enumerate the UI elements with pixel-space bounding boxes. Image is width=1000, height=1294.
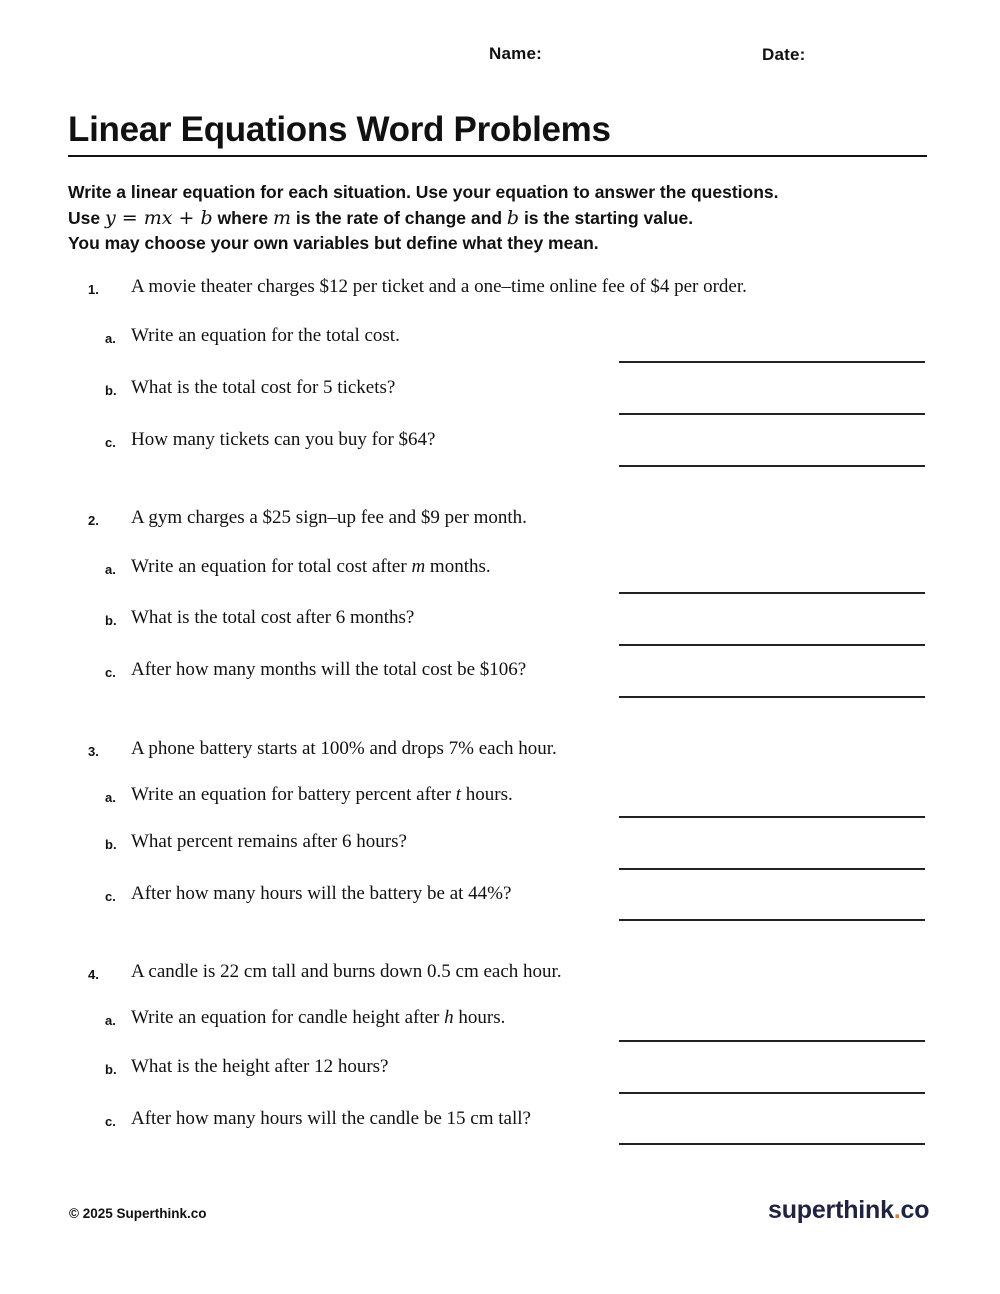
sub-question-text-end: months.	[429, 556, 491, 577]
brand-name: superthink	[768, 1196, 894, 1224]
answer-line[interactable]	[619, 868, 925, 870]
instruction-start: is the starting value.	[523, 208, 694, 228]
answer-line[interactable]	[619, 465, 925, 467]
sub-question-letter: a.	[105, 790, 116, 805]
sub-question-text: What percent remains after 6 hours?	[131, 831, 407, 852]
variable-m: m	[272, 207, 291, 229]
sub-question-text-start: Write an equation for candle height after	[131, 1007, 440, 1028]
sub-question-text	[131, 1007, 505, 1029]
answer-line[interactable]	[619, 919, 925, 921]
answer-line[interactable]	[619, 644, 925, 646]
sub-question-text-end: hours.	[465, 784, 513, 805]
variable-b: b	[506, 207, 520, 229]
instruction-line-2	[68, 207, 693, 229]
title-divider	[68, 155, 927, 157]
question-text: A candle is 22 cm tall and burns down 0.5 cm each hour.	[131, 961, 562, 982]
sub-question-letter: a.	[105, 331, 116, 346]
question-number: 3.	[88, 744, 99, 759]
sub-question-text: After how many hours will the battery be at 44%?	[131, 883, 512, 904]
sub-question-letter: b.	[105, 613, 117, 628]
answer-line[interactable]	[619, 696, 925, 698]
sub-question-text: How many tickets can you buy for $64?	[131, 429, 436, 450]
instruction-line-3: You may choose your own variables but define what they mean.	[68, 233, 599, 253]
answer-line[interactable]	[619, 413, 925, 415]
sub-question-text: Write an equation for the total cost.	[131, 325, 400, 346]
sub-question-text: After how many months will the total cost be $106?	[131, 659, 527, 680]
sub-question-text-end: hours.	[458, 1007, 506, 1028]
answer-line[interactable]	[619, 1040, 925, 1042]
question-number: 4.	[88, 967, 99, 982]
instruction-use: Use	[68, 208, 101, 228]
sub-question-text: What is the height after 12 hours?	[131, 1056, 389, 1077]
copyright-notice: © 2025 Superthink.co	[69, 1206, 207, 1221]
sub-question-letter: c.	[105, 435, 116, 450]
question-text: A phone battery starts at 100% and drops 7% each hour.	[131, 738, 557, 759]
sub-question-text: After how many hours will the candle be 15 cm tall?	[131, 1108, 531, 1129]
answer-line[interactable]	[619, 1143, 925, 1145]
variable-h: h	[444, 1007, 454, 1028]
brand-dot: .	[893, 1196, 901, 1224]
sub-question-letter: a.	[105, 1013, 116, 1028]
instruction-line-1: Write a linear equation for each situation. Use your equation to answer the questions.	[68, 182, 779, 202]
brand-logo[interactable]	[768, 1196, 929, 1225]
answer-line[interactable]	[619, 1092, 925, 1094]
sub-question-text	[131, 556, 491, 578]
instruction-where: where	[217, 208, 269, 228]
variable-m: m	[411, 556, 426, 577]
sub-question-text: What is the total cost for 5 tickets?	[131, 377, 396, 398]
page-title: Linear Equations Word Problems	[68, 110, 611, 149]
sub-question-text: What is the total cost after 6 months?	[131, 607, 415, 628]
sub-question-letter: c.	[105, 1114, 116, 1129]
slope-intercept-equation: y = mx + b	[104, 207, 213, 229]
date-label: Date:	[762, 45, 806, 64]
brand-tld: co	[900, 1196, 930, 1224]
sub-question-text-start: Write an equation for total cost after	[131, 556, 407, 577]
variable-t: t	[455, 784, 461, 805]
instruction-rate: is the rate of change and	[295, 208, 503, 228]
sub-question-text	[131, 784, 513, 806]
sub-question-letter: b.	[105, 383, 117, 398]
sub-question-letter: b.	[105, 1062, 117, 1077]
sub-question-letter: c.	[105, 889, 116, 904]
sub-question-letter: b.	[105, 837, 117, 852]
name-label: Name:	[489, 44, 542, 63]
sub-question-text-start: Write an equation for battery percent after	[131, 784, 451, 805]
answer-line[interactable]	[619, 592, 925, 594]
question-number: 1.	[88, 282, 99, 297]
question-number: 2.	[88, 513, 99, 528]
sub-question-letter: c.	[105, 665, 116, 680]
sub-question-letter: a.	[105, 562, 116, 577]
question-text: A movie theater charges $12 per ticket and a one–time online fee of $4 per order.	[131, 276, 747, 297]
question-text: A gym charges a $25 sign–up fee and $9 per month.	[131, 507, 527, 528]
answer-line[interactable]	[619, 361, 925, 363]
answer-line[interactable]	[619, 816, 925, 818]
